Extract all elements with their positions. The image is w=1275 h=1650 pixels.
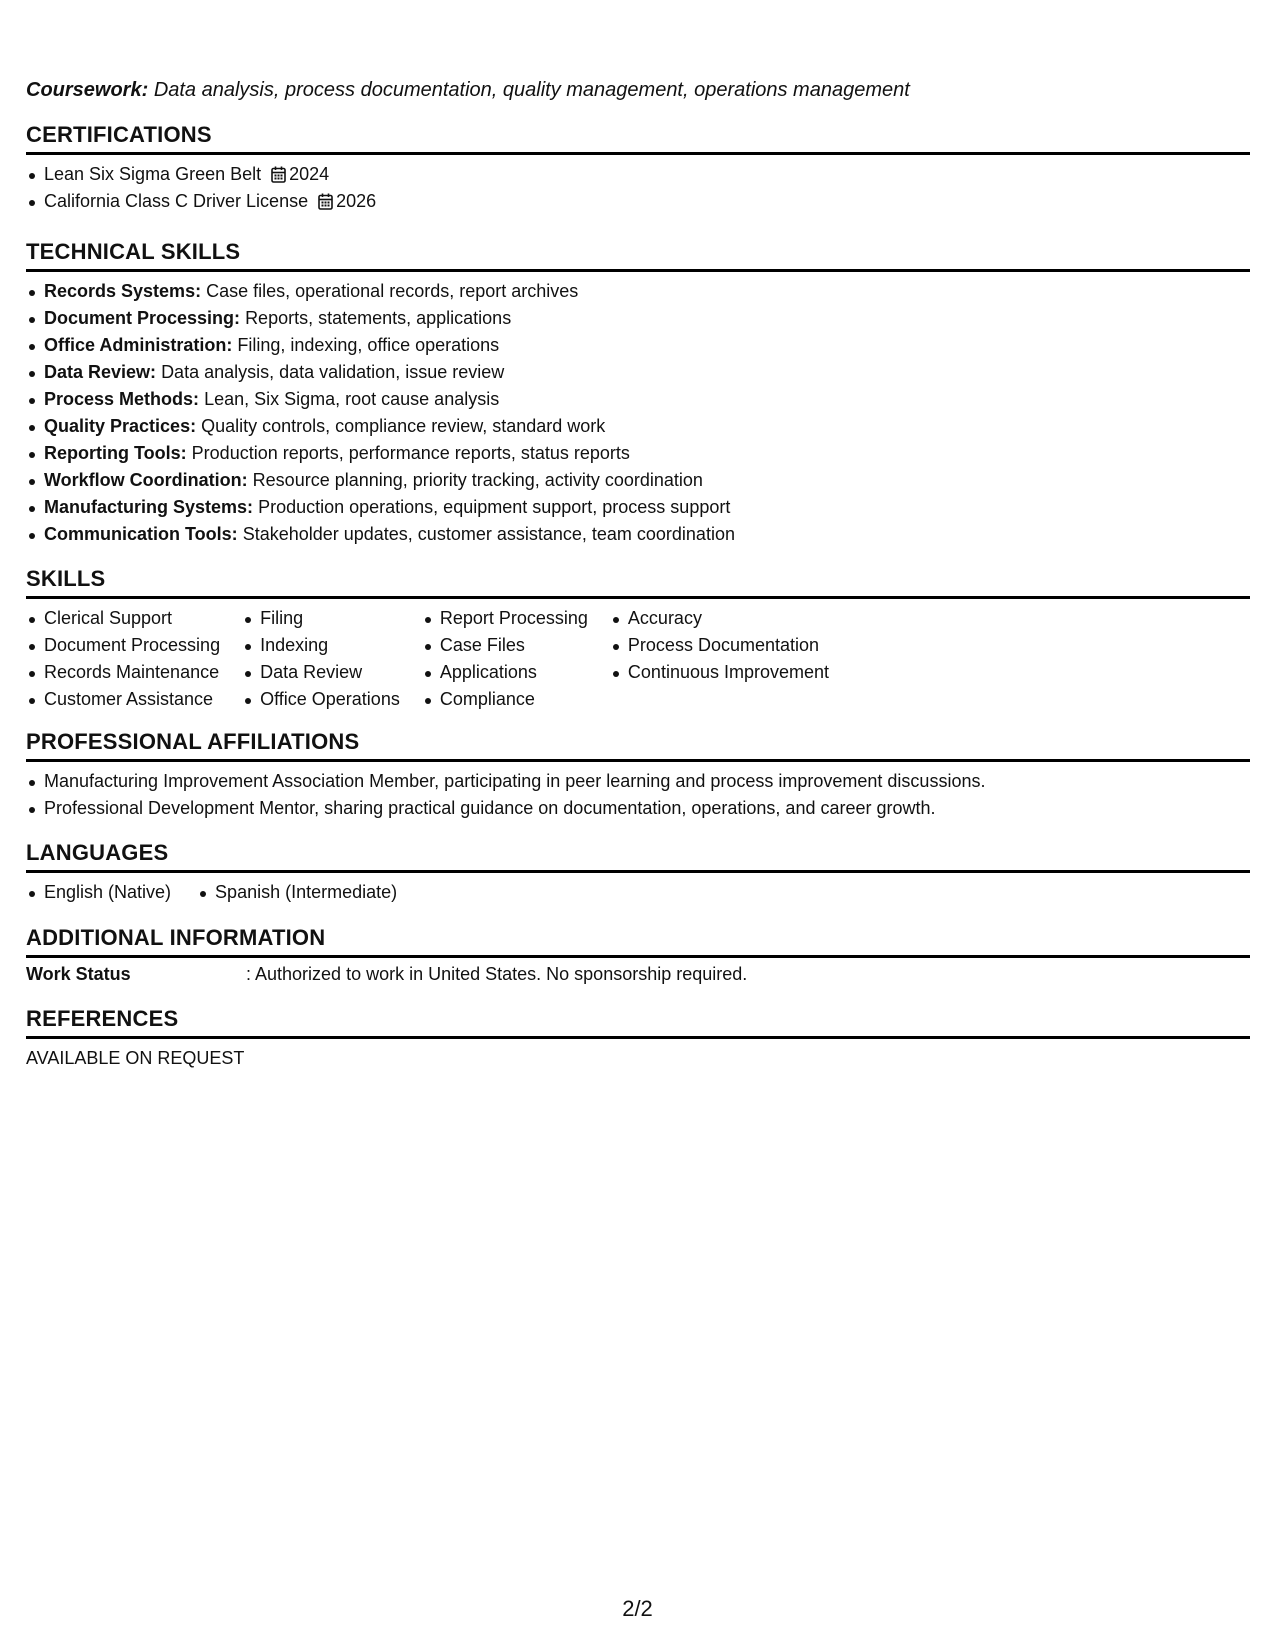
technical-skill-label: Office Administration:: [44, 335, 233, 355]
coursework-label: Coursework:: [26, 79, 149, 101]
technical-skill-item: [26, 386, 1250, 413]
languages-section: [26, 838, 1250, 906]
technical-skill-label: Workflow Coordination:: [44, 470, 248, 490]
skill-item: Compliance: [422, 686, 588, 713]
certification-item: [26, 188, 1250, 215]
technical-skill-item: [26, 332, 1250, 359]
work-status-value: : Authorized to work in United States. No sponsorship required.: [246, 964, 748, 984]
technical-skills-heading: TECHNICAL SKILLS: [26, 237, 1250, 272]
skills-column: [610, 605, 829, 713]
skill-item: Office Operations: [242, 686, 400, 713]
coursework-line: [26, 79, 910, 102]
skill-item: Process Documentation: [610, 632, 829, 659]
skill-item: Accuracy: [610, 605, 829, 632]
technical-skill-text: Data analysis, data validation, issue review: [161, 362, 505, 382]
technical-skill-label: Communication Tools:: [44, 524, 238, 544]
technical-skills-list: [26, 278, 1250, 548]
affiliations-heading: PROFESSIONAL AFFILIATIONS: [26, 727, 1250, 762]
technical-skill-label: Quality Practices:: [44, 416, 197, 436]
certification-year: 2026: [336, 191, 377, 211]
certification-name: California Class C Driver License: [44, 191, 309, 211]
technical-skill-label: Manufacturing Systems:: [44, 497, 254, 517]
calendar-icon: [318, 193, 333, 210]
technical-skill-item: [26, 440, 1250, 467]
technical-skill-text: Filing, indexing, office operations: [237, 335, 500, 355]
technical-skill-label: Document Processing:: [44, 308, 241, 328]
work-status-row: [26, 961, 1250, 988]
skill-item: Applications: [422, 659, 588, 686]
languages-row: [26, 879, 1250, 906]
skill-item: Report Processing: [422, 605, 588, 632]
technical-skill-label: Reporting Tools:: [44, 443, 187, 463]
skills-column: [242, 605, 400, 713]
affiliation-item: Professional Development Mentor, sharing practical guidance on documentation, operations, and career growth.: [26, 795, 1250, 822]
skills-column: [26, 605, 220, 713]
certifications-heading: CERTIFICATIONS: [26, 120, 1250, 155]
technical-skill-text: Case files, operational records, report archives: [206, 281, 579, 301]
technical-skill-item: [26, 521, 1250, 548]
certification-name: Lean Six Sigma Green Belt: [44, 164, 262, 184]
references-heading: REFERENCES: [26, 1004, 1250, 1039]
page-number: 2/2: [622, 1596, 653, 1621]
language-item: English (Native): [26, 879, 171, 906]
skill-item: Customer Assistance: [26, 686, 220, 713]
technical-skill-text: Production operations, equipment support, process support: [258, 497, 731, 517]
skill-item: Data Review: [242, 659, 400, 686]
technical-skill-item: [26, 305, 1250, 332]
skills-section: [26, 564, 1250, 713]
references-section: [26, 1004, 1250, 1072]
certification-year: 2024: [289, 164, 330, 184]
work-status-label: Work Status: [26, 964, 131, 984]
affiliation-item: Manufacturing Improvement Association Member, participating in peer learning and process improvement discussions.: [26, 768, 1250, 795]
skill-item: Records Maintenance: [26, 659, 220, 686]
technical-skill-item: [26, 278, 1250, 305]
languages-list: [26, 879, 423, 906]
certifications-list: [26, 161, 1250, 215]
skill-item: Document Processing: [26, 632, 220, 659]
skills-heading: SKILLS: [26, 564, 1250, 599]
skill-item: Clerical Support: [26, 605, 220, 632]
certification-item: [26, 161, 1250, 188]
technical-skill-item: [26, 467, 1250, 494]
affiliations-list: [26, 768, 1250, 822]
certifications-section: [26, 120, 1250, 215]
languages-heading: LANGUAGES: [26, 838, 1250, 873]
technical-skill-label: Data Review:: [44, 362, 157, 382]
technical-skill-item: [26, 413, 1250, 440]
language-item: Spanish (Intermediate): [197, 879, 397, 906]
additional-information-heading: ADDITIONAL INFORMATION: [26, 923, 1250, 958]
technical-skill-label: Process Methods:: [44, 389, 200, 409]
skills-grid: [26, 605, 1250, 713]
technical-skill-label: Records Systems:: [44, 281, 202, 301]
additional-information-section: [26, 923, 1250, 988]
technical-skill-item: [26, 359, 1250, 386]
technical-skill-text: Reports, statements, applications: [245, 308, 512, 328]
calendar-icon: [271, 166, 286, 183]
technical-skill-text: Quality controls, compliance review, standard work: [201, 416, 606, 436]
affiliations-section: [26, 727, 1250, 822]
skill-item: Continuous Improvement: [610, 659, 829, 686]
skills-column: [422, 605, 588, 713]
skill-item: Filing: [242, 605, 400, 632]
technical-skill-text: Resource planning, priority tracking, activity coordination: [252, 470, 703, 490]
skill-item: Indexing: [242, 632, 400, 659]
technical-skill-text: Stakeholder updates, customer assistance, team coordination: [242, 524, 735, 544]
technical-skill-item: [26, 494, 1250, 521]
technical-skills-section: [26, 237, 1250, 548]
skill-item: Case Files: [422, 632, 588, 659]
references-text: AVAILABLE ON REQUEST: [26, 1048, 245, 1068]
coursework-text: Data analysis, process documentation, quality management, operations management: [153, 79, 910, 101]
technical-skill-text: Production reports, performance reports, status reports: [191, 443, 630, 463]
technical-skill-text: Lean, Six Sigma, root cause analysis: [204, 389, 500, 409]
